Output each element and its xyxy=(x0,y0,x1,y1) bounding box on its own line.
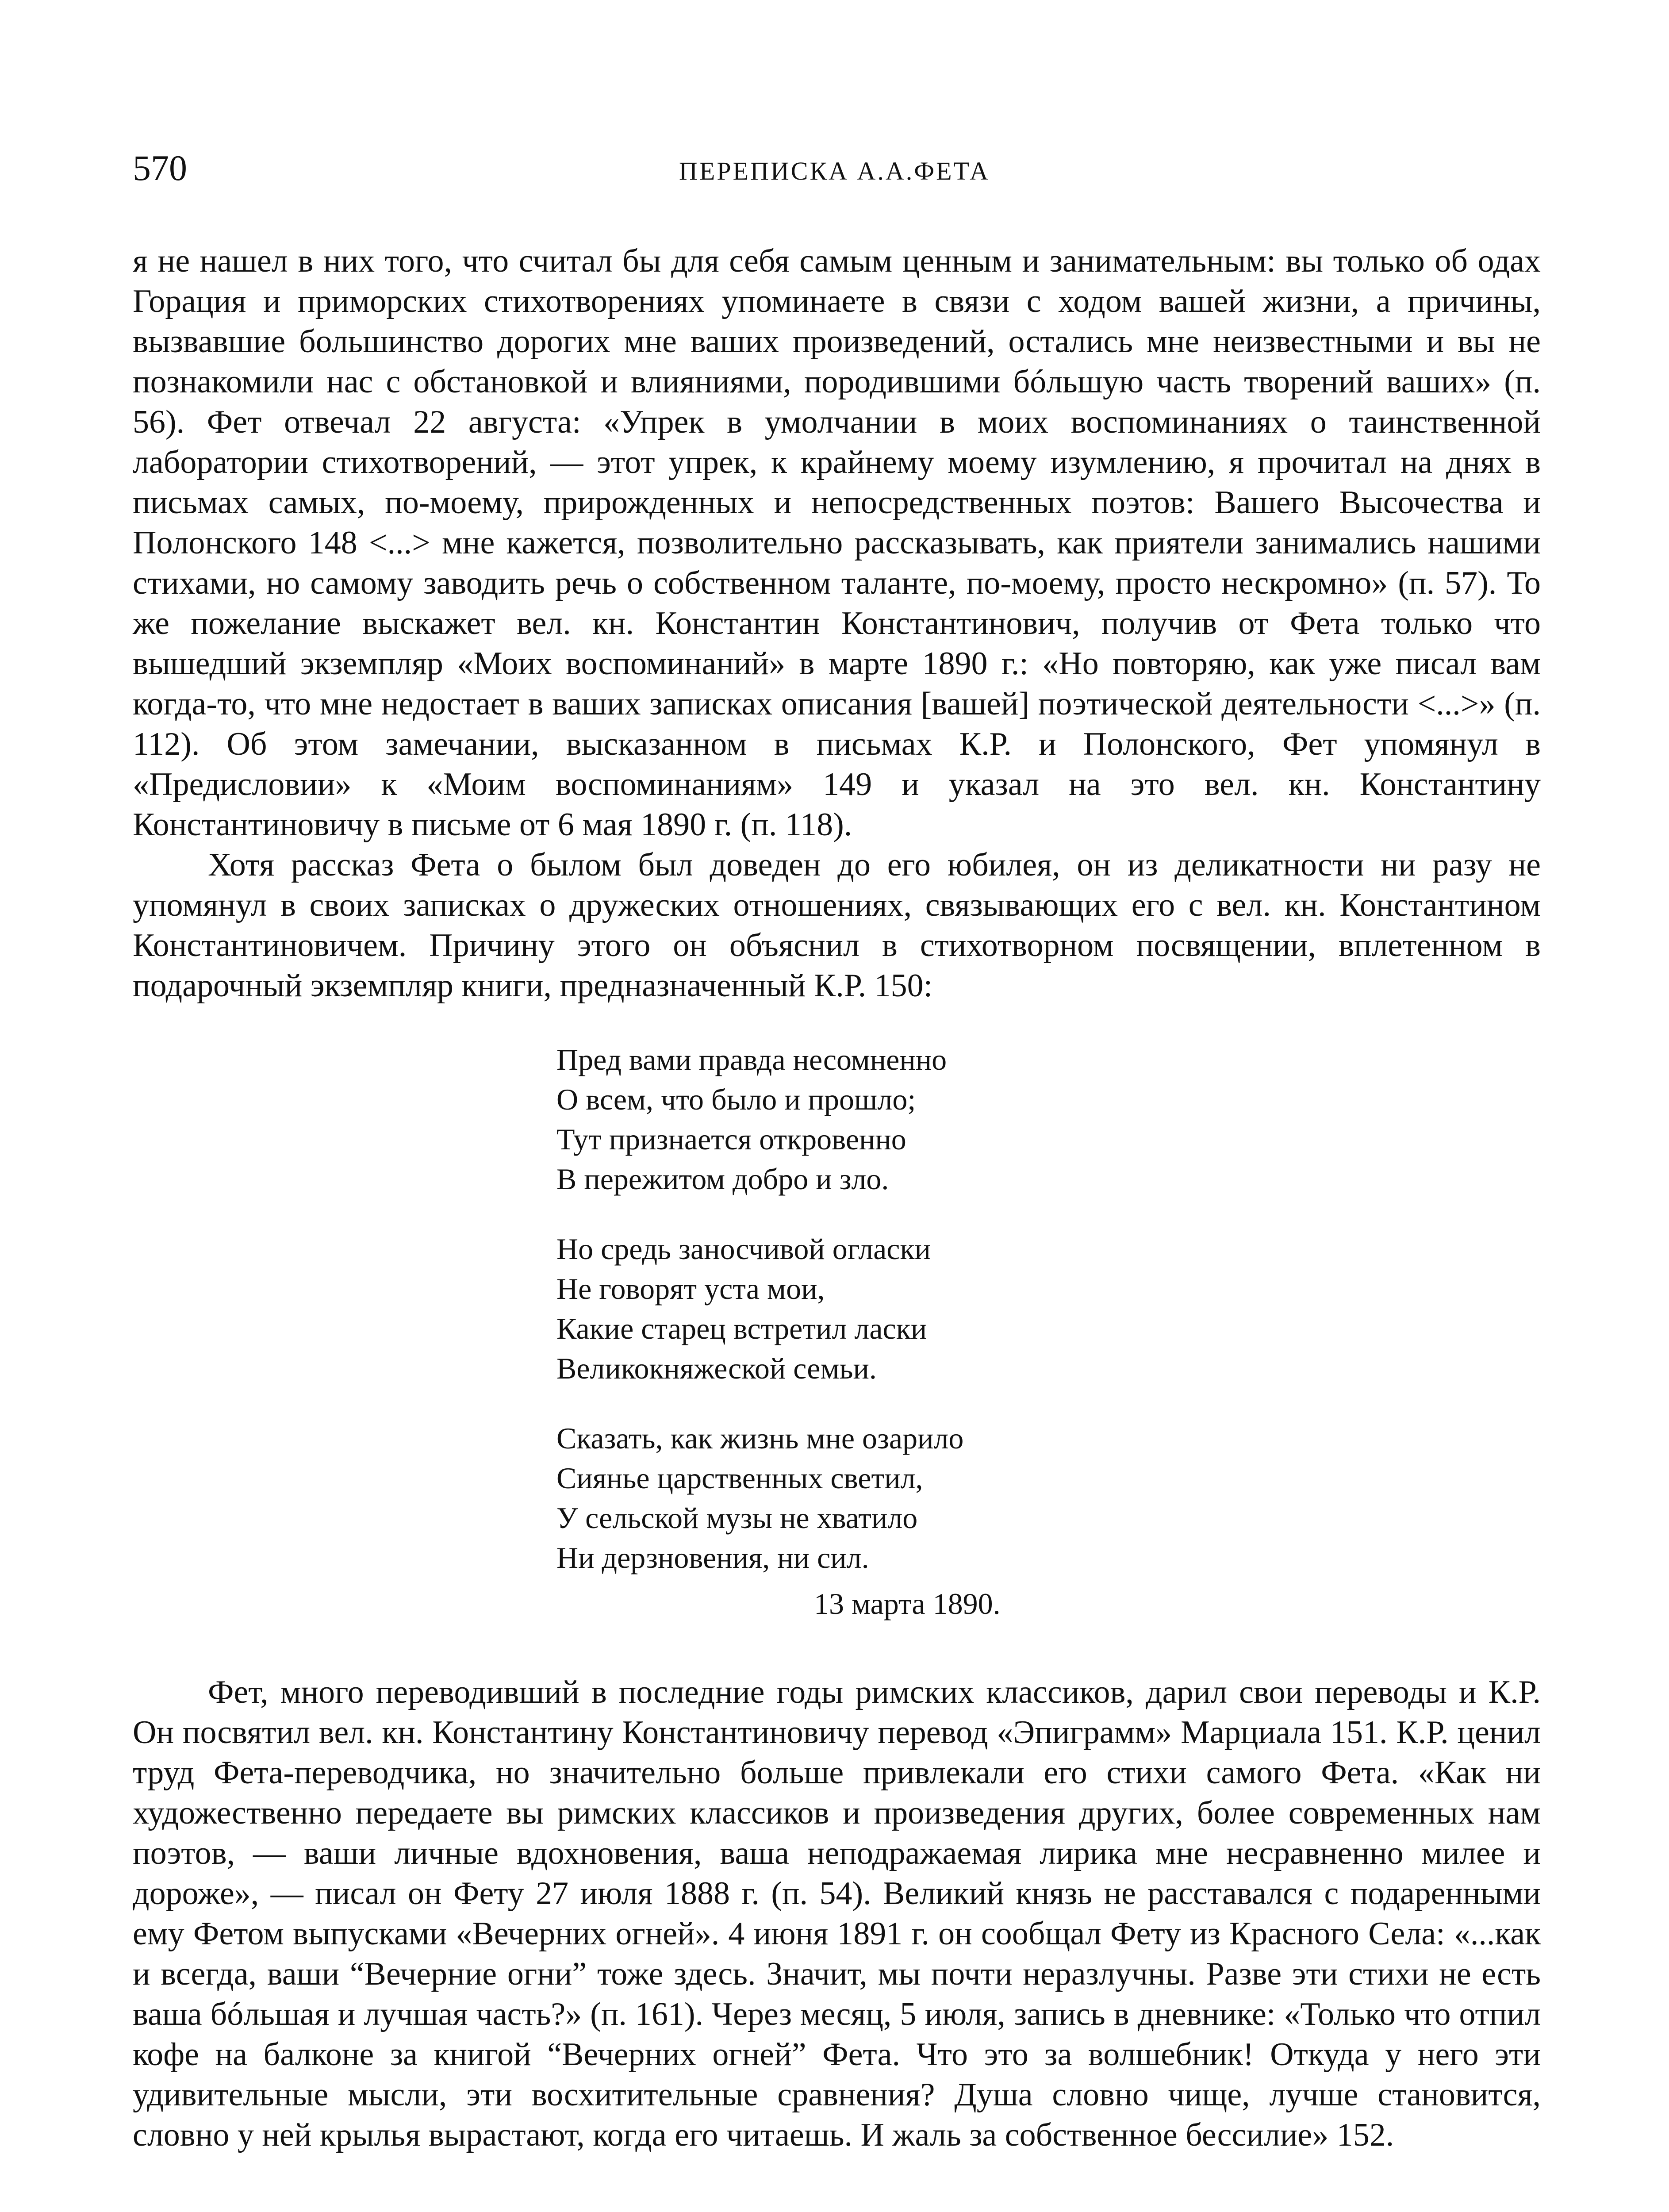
text-block-1 xyxy=(133,241,1541,1006)
running-title: ПЕРЕПИСКА А.А.ФЕТА xyxy=(679,157,990,185)
poem-line: Ни дерзновения, ни сил. xyxy=(556,1541,869,1575)
paragraph-2: Хотя рассказ Фета о былом был доведен до его юбилея, он из деликатности ни разу не упомянул в своих записках о дружеских отношениях, связывающих его с вел. кн. Константином Константиновичем. Причину этого он объяснил в стихотворном посвящении, вплетенном в подарочный экземпляр книги, предназначенный К.Р. 150: xyxy=(133,847,1541,1004)
poem-line: Сказать, как жизнь мне озарило xyxy=(556,1421,964,1455)
dedication-poem xyxy=(556,1040,1043,1608)
poem-line: О всем, что было и прошло; xyxy=(556,1083,916,1116)
poem-line: В пережитом добро и зло. xyxy=(556,1162,889,1196)
poem-line: Тут признается откровенно xyxy=(556,1122,906,1156)
poem-date: 13 марта 1890. xyxy=(814,1587,1001,1621)
poem-line: Сиянье царственных светил, xyxy=(556,1461,923,1495)
poem-stanza-3 xyxy=(556,1418,1043,1578)
paragraph-1: я не нашел в них того, что считал бы для себя самым ценным и занимательным: вы только об одах Горация и приморских стихотворениях упоминаете в связи с ходом вашей жизни, а причины, вызвавшие большинство дорогих мне ваших произведений, остались мне неизвестными и вы не познакомили нас с обстановкой и влияниями, породившими бóльшую часть творений ваших» (п. 56). Фет отвечал 22 августа: «Упрек в умолчании в моих воспоминаниях о таинственной лаборатории стихотворений, — этот упрек, к крайнему моему изумлению, я прочитал на днях в письмах самых, по-моему, прирожденных и непосредственных поэтов: Вашего Высочества и Полонского 148 <...> мне кажется, позволительно рассказывать, как приятели занимались нашими стихами, но самому заводить речь о собственном таланте, по-моему, просто нескромно» (п. 57). То же пожелание выскажет вел. кн. Константин Константинович, получив от Фета только что вышедший экземпляр «Моих воспоминаний» в марте 1890 г.: «Но повторяю, как уже писал вам когда-то, что мне недостает в ваших записках описания [вашей] поэтической деятельности <...>» (п. 112). Об этом замечании, высказанном в письмах К.Р. и Полонского, Фет упомянул в «Предисловии» к «Моим воспоминаниям» 149 и указал на это вел. кн. Константину Константиновичу в письме от 6 мая 1890 г. (п. 118). xyxy=(133,243,1541,843)
poem-line: Пред вами правда несомненно xyxy=(556,1043,947,1076)
poem-stanza-2 xyxy=(556,1229,1043,1388)
page-header xyxy=(133,146,1536,195)
poem-line: Не говорят уста мои, xyxy=(556,1272,825,1306)
poem-line: Какие старец встретил ласки xyxy=(556,1312,927,1345)
text-block-2 xyxy=(133,1672,1541,2155)
poem-line: У сельской музы не хватило xyxy=(556,1501,918,1535)
poem-line: Великокняжеской семьи. xyxy=(556,1352,877,1385)
poem-line: Но средь заносчивой огласки xyxy=(556,1232,931,1266)
paragraph-3: Фет, много переводивший в последние годы римских классиков, дарил свои переводы и К.Р. Он посвятил вел. кн. Константину Константиновичу перевод «Эпиграмм» Марциала 151. К.Р. ценил труд Фета-переводчика, но значительно больше привлекали его стихи самого Фета. «Как ни художественно передаете вы римских классиков и произведения других, более современных нам поэтов, — ваши личные вдохновения, ваша неподражаемая лирика мне несравненно милее и дороже», — писал он Фету 27 июля 1888 г. (п. 54). Великий князь не расставался с подаренными ему Фетом выпусками «Вечерних огней». 4 июня 1891 г. он сообщал Фету из Красного Села: «...как и всегда, ваши “Вечерние огни” тоже здесь. Значит, мы почти неразлучны. Разве эти стихи не есть ваша бóльшая и лучшая часть?» (п. 161). Через месяц, 5 июля, запись в дневнике: «Только что отпил кофе на балконе за книгой “Вечерних огней” Фета. Что это за волшебник! Откуда у него эти удивительные мысли, эти восхитительные сравнения? Душа словно чище, лучше становится, словно у ней крылья вырастают, когда его читаешь. И жаль за собственное бессилие» 152. xyxy=(133,1674,1541,2153)
page-number: 570 xyxy=(133,148,187,188)
poem-stanza-1 xyxy=(556,1040,1043,1199)
